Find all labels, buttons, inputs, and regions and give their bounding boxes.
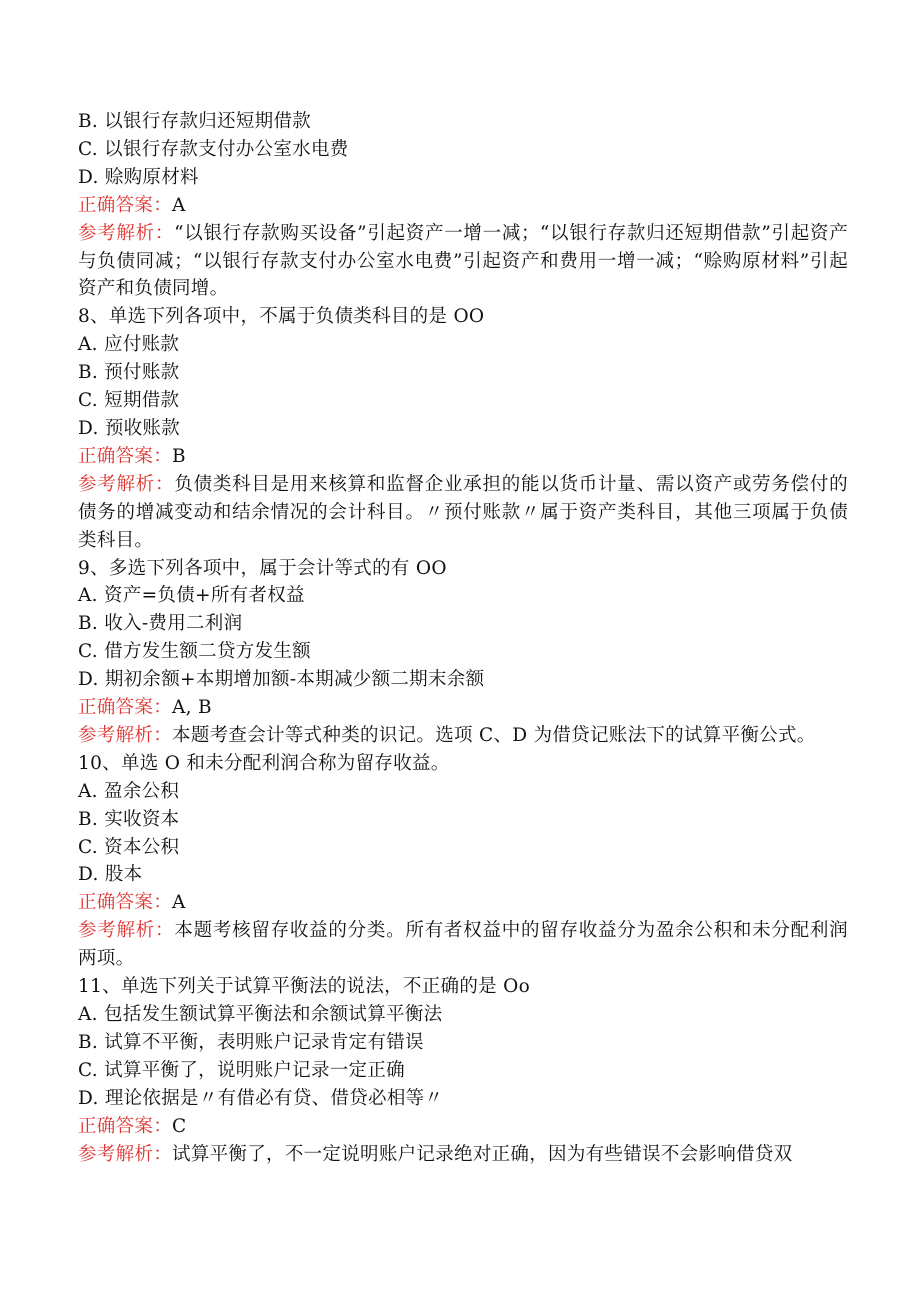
text-line: B. 以银行存款归还短期借款 [78, 111, 312, 132]
text-line: C. 资本公积 [78, 836, 180, 858]
analysis-label: 参考解析： [78, 724, 173, 746]
text-line: 11、单选下列关于试算平衡法的说法，不正确的是 Oo [78, 976, 531, 998]
text-line: D. 股本 [78, 864, 143, 886]
answer-label: 正确答案： [78, 1115, 173, 1137]
text-line: C. 以银行存款支付办公室水电费 [78, 138, 349, 160]
analysis-paragraph [78, 722, 848, 750]
analysis-paragraph [78, 1141, 848, 1169]
answer-label: 正确答案： [78, 445, 173, 467]
text-line: D. 赊购原材料 [78, 166, 199, 188]
answer-line [78, 694, 848, 722]
text-line: C. 试算平衡了，说明账户记录一定正确 [78, 1059, 405, 1081]
text-line: B. 预付账款 [78, 362, 180, 384]
analysis-paragraph [78, 471, 848, 555]
text-line: D. 理论依据是〃有借必有贷、借贷必相等〃 [78, 1087, 444, 1109]
analysis-text: 负债类科目是用来核算和监督企业承担的能以货币计量、需以资产或劳务偿付的债务的增减变动和结余情况的会计科目。〃预付账款〃属于资产类科目，其他三项属于负债类科目。 [78, 473, 848, 551]
text-line: 9、多选下列各项中，属于会计等式的有 OO [78, 557, 447, 579]
document-content [78, 108, 848, 1168]
analysis-paragraph [78, 917, 848, 973]
answer-line [78, 1113, 848, 1141]
text-line: C. 短期借款 [78, 390, 180, 412]
answer-value: A [172, 892, 186, 914]
analysis-text: 本题考查会计等式种类的识记。选项 C、D 为借贷记账法下的试算平衡公式。 [172, 724, 816, 746]
text-line: D. 预收账款 [78, 417, 181, 439]
text-line: B. 试算不平衡，表明账户记录肯定有错误 [78, 1031, 424, 1053]
text-line: A. 应付账款 [78, 334, 180, 356]
analysis-text: “以银行存款购买设备”引起资产一增一减；“以银行存款归还短期借款”引起资产与负债同减；“以银行存款支付办公室水电费”引起资产和费用一增一减；“赊购原材料”引起资产和负债同增。 [78, 222, 848, 300]
text-line: B. 收入-费用二利润 [78, 613, 243, 635]
analysis-label: 参考解析： [78, 1143, 173, 1165]
answer-label: 正确答案： [78, 892, 173, 914]
text-line: 8、单选下列各项中，不属于负债类科目的是 OO [78, 306, 485, 328]
answer-value: B [172, 445, 186, 467]
analysis-label: 参考解析： [78, 473, 175, 495]
analysis-text: 本题考核留存收益的分类。所有者权益中的留存收益分为盈余公积和未分配利润两项。 [78, 920, 848, 970]
analysis-text: 试算平衡了，不一定说明账户记录绝对正确，因为有些错误不会影响借贷双 [172, 1143, 793, 1165]
answer-line [78, 889, 848, 917]
answer-line [78, 192, 848, 220]
text-line: A. 包括发生额试算平衡法和余额试算平衡法 [78, 1004, 443, 1025]
text-line: A. 资产=负债+所有者权益 [78, 585, 305, 607]
analysis-label: 参考解析： [78, 222, 175, 244]
text-line: A. 盈余公积 [78, 780, 180, 802]
answer-value: A [172, 194, 186, 216]
analysis-paragraph [78, 220, 848, 304]
answer-line [78, 443, 848, 471]
text-line: B. 实收资本 [78, 808, 180, 830]
analysis-label: 参考解析： [78, 920, 175, 942]
text-line: C. 借方发生额二贷方发生额 [78, 641, 311, 663]
answer-value: C [172, 1115, 187, 1137]
answer-value: A, B [172, 697, 212, 719]
answer-label: 正确答案： [78, 194, 173, 216]
text-line: 10、单选 O 和未分配利润合称为留存收益。 [78, 752, 450, 774]
text-line: D. 期初余额+本期增加额-本期减少额二期末余额 [78, 669, 485, 691]
answer-label: 正确答案： [78, 697, 173, 719]
